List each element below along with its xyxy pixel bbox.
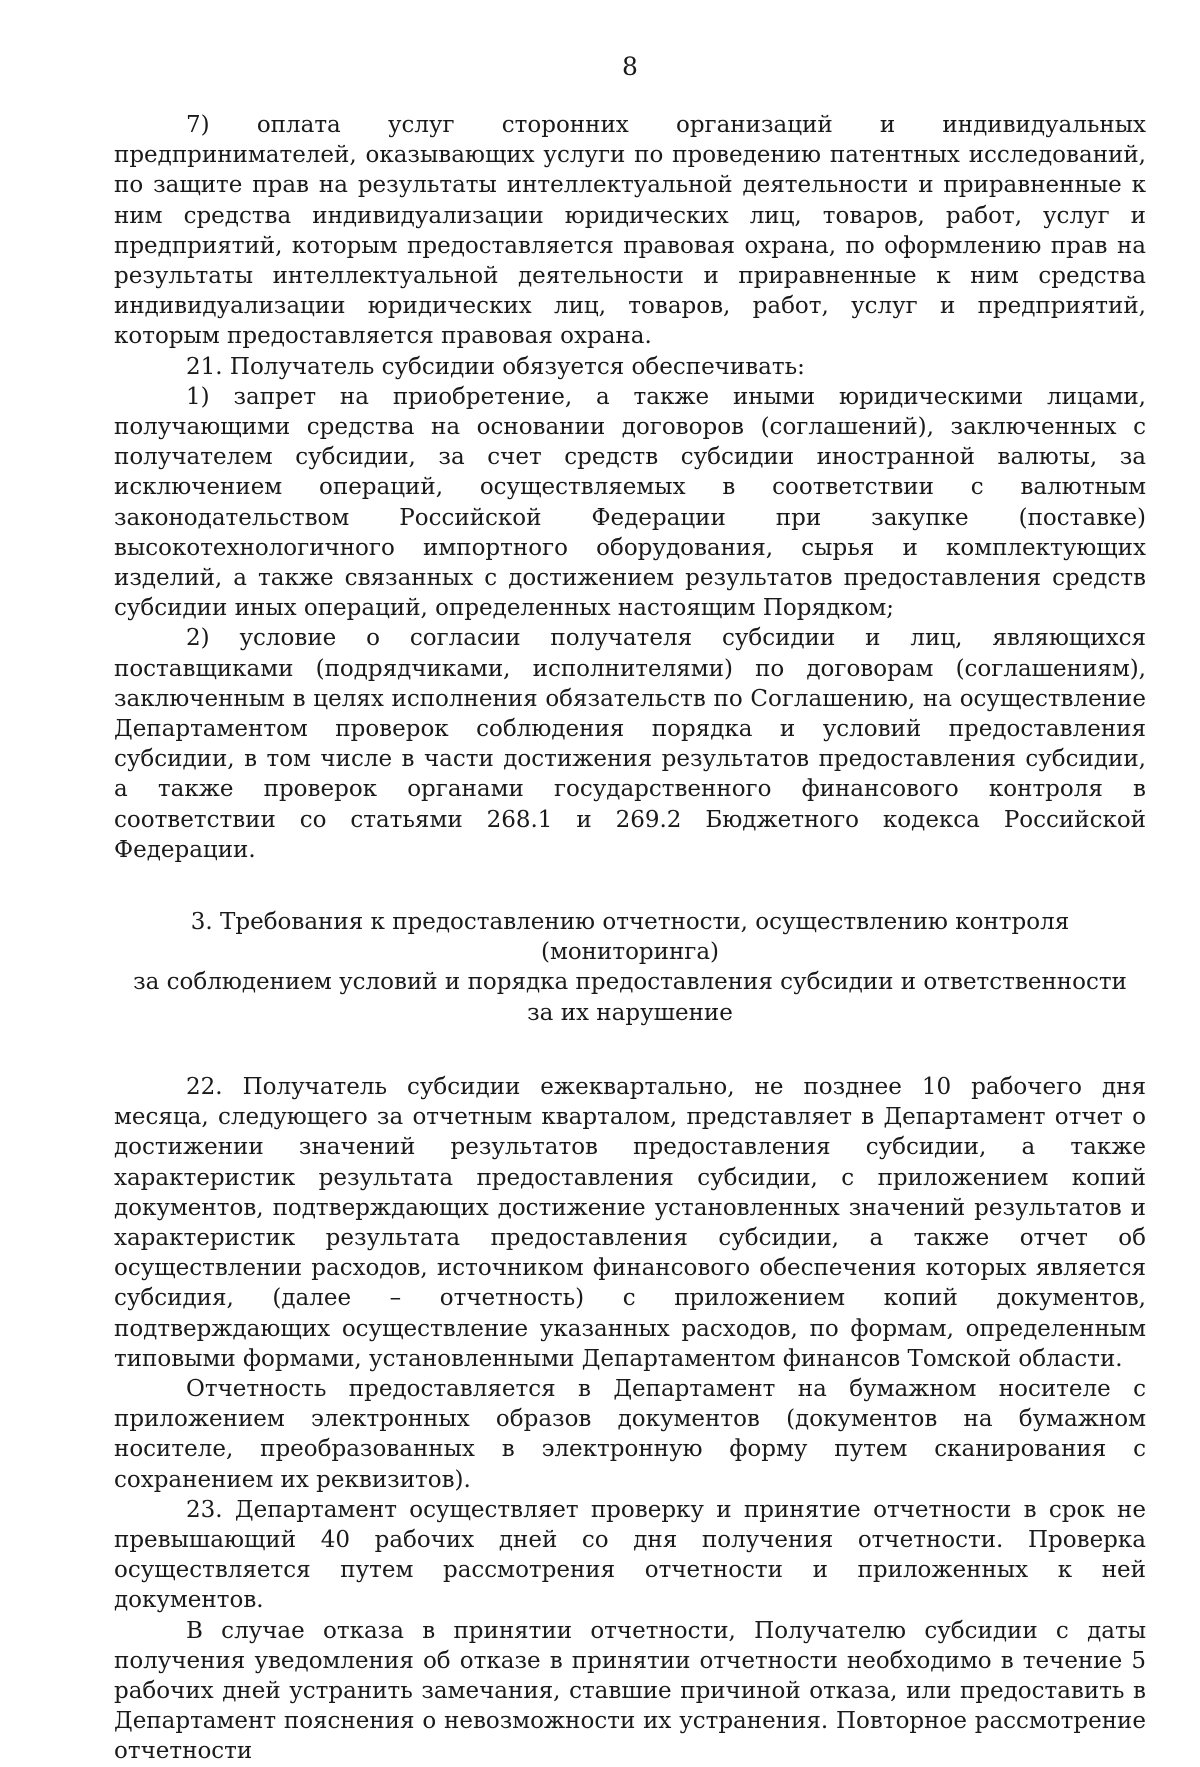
section-heading-line: за соблюдением условий и порядка предоставления субсидии и ответственности: [133, 969, 1127, 996]
paragraph-23: 23. Департамент осуществляет проверку и принятие отчетности в срок не превышающий 40 рабочих дней со дня получения отчетности. Проверка осуществляется путем рассмотрения отчетности и приложенных к ней документов.: [114, 1496, 1146, 1614]
paragraph-item-7: 7) оплата услуг сторонних организаций и индивидуальных предпринимателей, оказывающих услуги по проведению патентных исследований, по защите прав на результаты интеллектуальной деятельности и приравненные к ним средства индивидуализации юридических лиц, товаров, работ, услуг и предприятий, которым предоставляется правовая охрана, по оформлению прав на результаты интеллектуальной деятельности и приравненные к ним средства индивидуализации юридических лиц, товаров, работ, услуг и предприятий, которым предоставляется правовая охрана.: [114, 112, 1146, 350]
paragraph-21-item-1: 1) запрет на приобретение, а также иными юридическими лицами, получающими средства на основании договоров (соглашений), заключенных с получателем субсидии, за счет средств субсидии иностранной валюты, за исключением операций, осуществляемых в соответствии с валютным законодательством Российской Федерации при закупке (поставке) высокотехнологичного импортного оборудования, сырья и комплектующих изделий, а также связанных с достижением результатов предоставления средств субсидии иных операций, определенных настоящим Порядком;: [114, 383, 1146, 622]
paragraph-21: 21. Получатель субсидии обязуется обеспечивать:: [186, 353, 805, 380]
paragraph-refusal: В случае отказа в принятии отчетности, Получателю субсидии с даты получения уведомления об отказе в принятии отчетности необходимо в течение 5 рабочих дней устранить замечания, ставшие причиной отказа, или предоставить в Департамент пояснения о невозможности их устранения. Повторное рассмотрение отчетности: [114, 1617, 1146, 1765]
paragraph-reporting: Отчетность предоставляется в Департамент на бумажном носителе с приложением электронных образов документов (документов на бумажном носителе, преобразованных в электронную форму путем сканирования с сохранением их реквизитов).: [114, 1375, 1146, 1493]
section-heading: [114, 907, 1146, 1028]
section-heading-line: за их нарушение: [527, 999, 733, 1026]
section-heading-line: 3. Требования к предоставлению отчетности, осуществлению контроля (мониторинга): [190, 909, 1070, 966]
page-number: 8: [622, 52, 638, 81]
paragraph-22: 22. Получатель субсидии ежеквартально, не позднее 10 рабочего дня месяца, следующего за отчетным кварталом, представляет в Департамент отчет о достижении значений результатов предоставления субсидии, а также характеристик результата предоставления субсидии, с приложением копий документов, подтверждающих достижение установленных значений результатов и характеристик результата предоставления субсидии, а также отчет об осуществлении расходов, источником финансового обеспечения которых является субсидия, (далее – отчетность) с приложением копий документов, подтверждающих осуществление указанных расходов, по формам, определенным типовыми формами, установленными Департаментом финансов Томской области.: [114, 1073, 1146, 1372]
document-page: [114, 52, 1146, 1767]
paragraph-21-item-2: 2) условие о согласии получателя субсидии и лиц, являющихся поставщиками (подрядчиками, исполнителями) по договорам (соглашениям), заключенным в целях исполнения обязательств по Соглашению, на осуществление Департаментом проверок соблюдения порядка и условий предоставления субсидии, в том числе в части достижения результатов предоставления субсидии, а также проверок органами государственного финансового контроля в соответствии со статьями 268.1 и 269.2 Бюджетного кодекса Российской Федерации.: [114, 625, 1146, 863]
